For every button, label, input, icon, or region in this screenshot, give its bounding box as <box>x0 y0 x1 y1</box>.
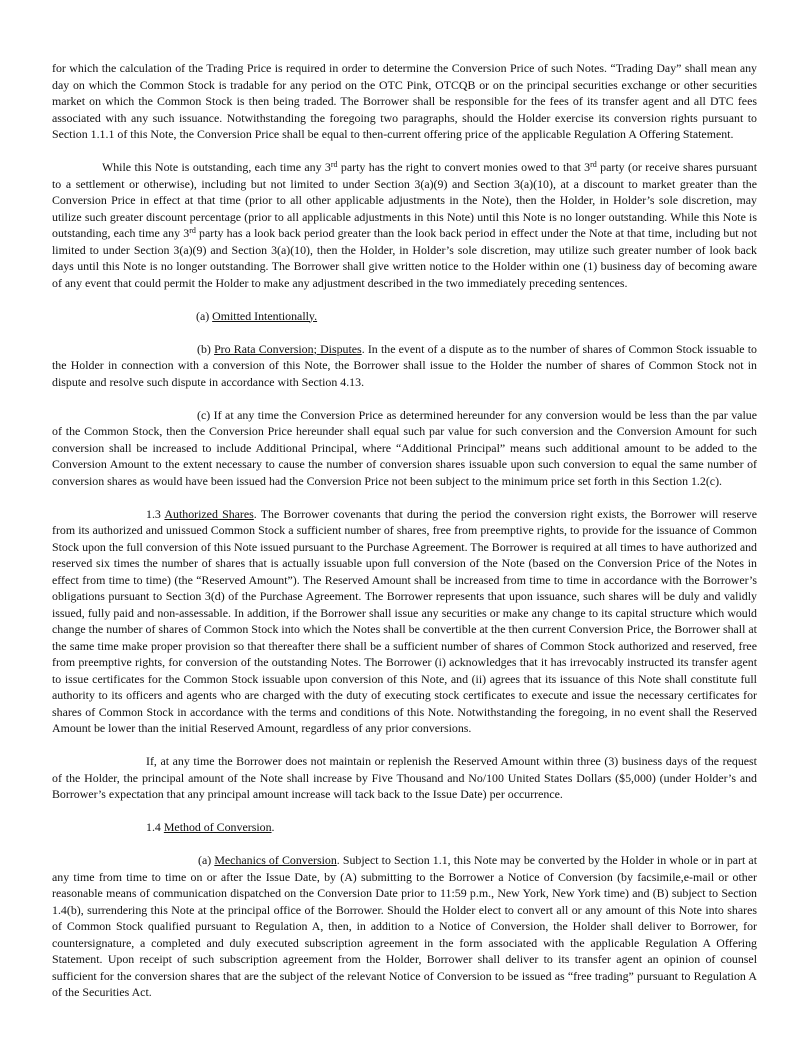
text-segment: party (or receive shares pursuant to a settlement or otherwise), including but not limited to under Section 3(a)(9) and Section 3(a)(10), at a discount to market greater than the Conversion Price in effect at that time (prior to all other applicable adjustments in the Note), then the Holder, in Holder’s sole discretion, may utilize such greater discount percentage (prior to all applicable adjustments in this Note) until this Note is no longer outstanding. While this Note is outstanding, each time any 3 <box>52 160 757 240</box>
section-1-4-heading <box>52 819 757 836</box>
paragraph-third-party-adjustment <box>52 159 757 291</box>
subsection-c-par-value: (c) If at any time the Conversion Price as determined hereunder for any conversion would be less than the par value of the Common Stock, then the Conversion Price hereunder shall equal such par value for such conversion and the Conversion Amount for such conversion shall be increased to include Additional Principal, where “Additional Principal” means such additional amount to be added to the Conversion Amount to the extent necessary to cause the number of conversion shares issuable upon such conversion to equal the same number of conversion shares as would have been issued had the Conversion Price not been subject to the minimum price set forth in this Section 1.2(c). <box>52 407 757 488</box>
ordinal-suffix: rd <box>590 160 597 169</box>
section-body: . <box>271 820 275 834</box>
subsection-number: (a) <box>198 853 215 867</box>
subsection-body: . Subject to Section 1.1, this Note may be converted by the Holder in whole or in part at any time from time to time on or after the Issue Date, by (A) submitting to the Borrower a Notice of Conversion (by facsimile,e-mail or other reasonable means of communication dispatched on the Conversion Date prior to 11:59 p.m., New York, New York time) and (B) subject to Section 1.4(b), surrendering this Note at the principal office of the Borrower. Should the Holder elect to convert all or any amount of this Note into shares of Common Stock qualified pursuant to Regulation A, then, in addition to a Notice of Conversion, the Holder shall deliver to Borrower, for countersignature, a completed and duly executed subscription agreement in the form associated with the applicable Regulation A Offering Statement. Upon receipt of such subscription agreement from the Holder, Borrower shall deliver to its transfer agent an opinion of counsel sufficient for the conversion shares that are the subject of the relevant Notice of Conversion to be issued as “free trading” pursuant to Regulation A of the Securities Act. <box>52 853 758 999</box>
section-1-3-authorized-shares <box>52 506 757 737</box>
subsection-number: (b) <box>197 341 215 356</box>
subsection-b-pro-rata <box>52 341 757 391</box>
subsection-heading: Mechanics of Conversion <box>214 853 337 867</box>
subsection-a-mechanics <box>52 852 757 1001</box>
section-body: . The Borrower covenants that during the period the conversion right exists, the Borrower will reserve from its authorized and unissued Common Stock a sufficient number of shares, free from preemptive rights, to provide for the issuance of Common Stock upon the full conversion of this Note issued pursuant to the Purchase Agreement. The Borrower is required at all times to have authorized and reserved six times the number of shares that is actually issuable upon full conversion of the Note (based on the Conversion Price of the Notes in effect from time to time) (the “Reserved Amount”). The Reserved Amount shall be increased from time to time in accordance with the Borrower’s obligations pursuant to Section 3(d) of the Purchase Agreement. The Borrower represents that upon issuance, such shares will be duly and validly issued, fully paid and non-assessable. In addition, if the Borrower shall issue any securities or make any change to its capital structure which would change the number of shares of Common Stock into which the Notes shall be convertible at the then current Conversion Price, the Borrower shall at the same time make proper provision so that thereafter there shall be a sufficient number of shares of Common Stock authorized and reserved, free from preemptive rights, for conversion of the outstanding Notes. The Borrower (i) acknowledges that it has irrevocably instructed its transfer agent to issue certificates for the Common Stock issuable upon conversion of this Note, and (ii) agrees that its issuance of this Note shall constitute full authority to its officers and agents who are charged with the duty of executing stock certificates to execute and issue the necessary certificates for shares of Common Stock in accordance with the terms and conditions of this Note. Notwithstanding the foregoing, in no event shall the Reserved Amount be lower than the initial Reserved Amount, regardless of any prior conversions. <box>52 506 757 735</box>
ordinal-suffix: rd <box>330 160 338 169</box>
text-segment: While this Note is outstanding, each time any 3 <box>102 160 331 174</box>
subsection-a-omitted <box>52 308 757 325</box>
ordinal-suffix: rd <box>189 226 196 235</box>
text-segment: party has the right to convert monies owed to that 3 <box>337 160 591 174</box>
paragraph-reserved-amount-penalty: If, at any time the Borrower does not maintain or replenish the Reserved Amount within three (3) business days of the request of the Holder, the principal amount of the Note shall increase by Five Thousand and No/100 United States Dollars ($5,000) (under Holder’s and Borrower’s expectation that any principal amount increase will tack back to the Issue Date) per occurrence. <box>52 754 757 801</box>
subsection-number: (a) <box>196 308 213 323</box>
subsection-heading: Omitted Intentionally. <box>212 308 318 323</box>
subsection-heading: Pro Rata Conversion; Disputes <box>214 341 362 356</box>
section-heading: Authorized Shares <box>164 506 254 521</box>
paragraph-trading-day: for which the calculation of the Trading Price is required in order to determine the Conversion Price of such Notes. “Trading Day” shall mean any day on which the Common Stock is tradable for any period on the OTC Pink, OTCQB or on the principal securities exchange or other securities market on which the Common Stock is then being traded. The Borrower shall be responsible for the fees of its transfer agent and all DTC fees associated with any such issuance. Notwithstanding the foregoing two paragraphs, should the Holder exercise its conversion rights pursuant to Section 1.1.1 of this Note, the Conversion Price shall be equal to then-current offering price of the applicable Regulation A Offering Statement. <box>52 61 757 141</box>
subsection-body: . In the event of a dispute as to the number of shares of Common Stock issuable to the Holder in connection with a conversion of this Note, the Borrower shall issue to the Holder the number of shares of Common Stock not in dispute and resolve such dispute in accordance with Section 4.13. <box>52 341 757 389</box>
section-number: 1.4 <box>146 820 164 834</box>
text-segment: party has a look back period greater than the look back period in effect under the Note at that time, including but not limited to under Section 3(a)(9) and Section 3(a)(10), then the Holder, in Holder’s sole discretion, may utilize such greater number of look back days until this Note is no longer outstanding. The Borrower shall give written notice to the Holder within one (1) business day of becoming aware of any event that could permit the Holder to make any adjustment described in the two immediately preceding sentences. <box>52 226 757 290</box>
section-heading: Method of Conversion <box>163 820 272 834</box>
section-number: 1.3 <box>146 506 165 521</box>
